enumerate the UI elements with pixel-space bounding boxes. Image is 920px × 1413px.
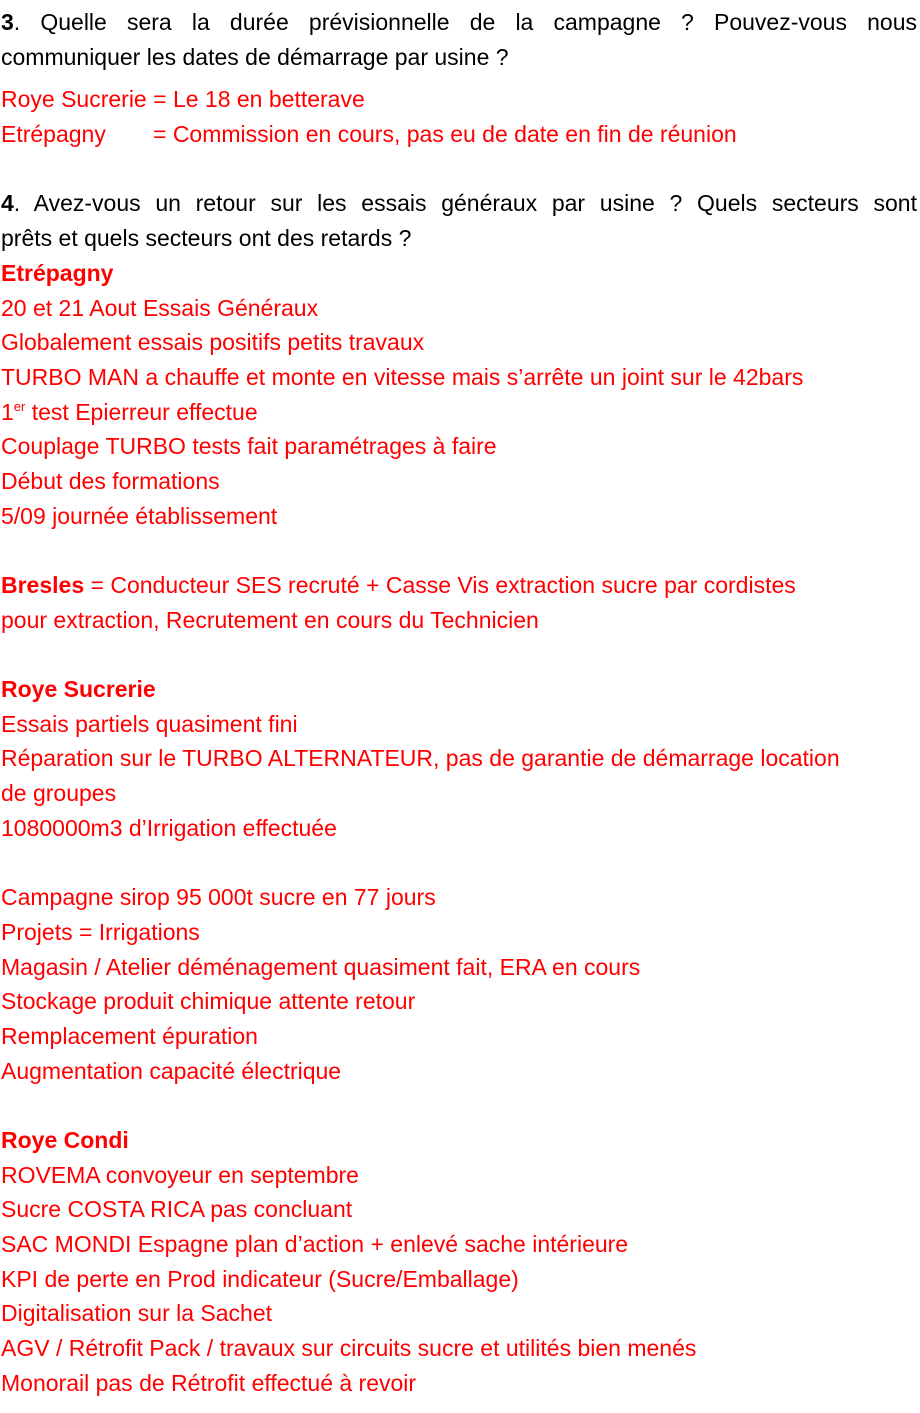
question-3-line-1 <box>1 5 917 40</box>
question-4-text-1: . Avez-vous un retour sur les essais généraux par usine ? Quels secteurs sont <box>13 190 917 217</box>
etrepagny-item: 5/09 journée établissement <box>1 502 278 529</box>
roye-sucrerie-item: Campagne sirop 95 000t sucre en 77 jours <box>1 884 436 911</box>
roye-condi-item: Sucre COSTA RICA pas concluant <box>1 1196 353 1223</box>
roye-sucrerie-item: de groupes <box>1 780 117 807</box>
etrepagny-item: Couplage TURBO tests fait paramétrages à faire <box>1 433 497 460</box>
roye-sucrerie-item: Augmentation capacité électrique <box>1 1057 342 1084</box>
epierreur-superscript: er <box>13 398 26 414</box>
roye-sucrerie-item: Réparation sur le TURBO ALTERNATEUR, pas de garantie de démarrage location <box>1 745 840 772</box>
etrepagny-item: TURBO MAN a chauffe et monte en vitesse mais s’arrête un joint sur le 42bars <box>1 363 804 390</box>
section-heading-bresles: Bresles <box>1 572 85 598</box>
bresles-text-1: = Conducteur SES recruté + Casse Vis extraction sucre par cordistes <box>84 572 796 598</box>
section-heading-roye-condi: Roye Condi <box>1 1127 129 1153</box>
answer-roye-sucrerie-date: Roye Sucrerie = Le 18 en betterave <box>1 86 365 113</box>
question-4-line-1 <box>1 186 917 221</box>
etrepagny-item-epierreur <box>1 395 920 430</box>
question-4-number: 4 <box>1 190 14 217</box>
roye-sucrerie-item: Projets = Irrigations <box>1 918 200 945</box>
roye-condi-item: Monorail pas de Rétrofit effectué à revoir <box>1 1369 417 1396</box>
question-3-number: 3 <box>1 9 14 35</box>
section-heading-roye-sucrerie: Roye Sucrerie <box>1 676 156 703</box>
etrepagny-item: 20 et 21 Aout Essais Généraux <box>1 294 319 321</box>
roye-condi-item: AGV / Rétrofit Pack / travaux sur circuits sucre et utilités bien menés <box>1 1335 697 1362</box>
answer-etrepagny-label: Etrépagny <box>1 121 106 148</box>
roye-sucrerie-item: Remplacement épuration <box>1 1022 258 1049</box>
answer-etrepagny-date <box>1 117 920 152</box>
question-3 <box>1 5 920 74</box>
etrepagny-item: Globalement essais positifs petits travaux <box>1 329 425 356</box>
bresles-line-1 <box>1 568 920 603</box>
etrepagny-item: Début des formations <box>1 467 220 494</box>
bresles-line-2: pour extraction, Recrutement en cours du Technicien <box>1 606 539 633</box>
question-4 <box>1 186 920 255</box>
question-3-line-2: communiquer les dates de démarrage par usine ? <box>1 43 509 70</box>
roye-condi-item: ROVEMA convoyeur en septembre <box>1 1161 359 1188</box>
question-3-text-1: . Quelle sera la durée prévisionnelle de la campagne ? Pouvez-vous nous <box>13 9 917 35</box>
roye-sucrerie-item: Essais partiels quasiment fini <box>1 710 298 737</box>
roye-condi-item: KPI de perte en Prod indicateur (Sucre/Emballage) <box>1 1265 519 1292</box>
epierreur-number: 1 <box>1 398 14 425</box>
question-4-line-2: prêts et quels secteurs ont des retards ? <box>1 225 412 252</box>
roye-sucrerie-item: 1080000m3 d’Irrigation effectuée <box>1 814 337 841</box>
answer-etrepagny-value: = Commission en cours, pas eu de date en fin de réunion <box>153 121 737 148</box>
roye-sucrerie-item: Magasin / Atelier déménagement quasiment fait, ERA en cours <box>1 953 641 980</box>
roye-condi-item: SAC MONDI Espagne plan d’action + enlevé sache intérieure <box>1 1231 629 1258</box>
roye-condi-item: Digitalisation sur la Sachet <box>1 1300 273 1327</box>
roye-sucrerie-item: Stockage produit chimique attente retour <box>1 988 416 1015</box>
epierreur-text: test Epierreur effectue <box>25 398 258 425</box>
section-heading-etrepagny: Etrépagny <box>1 259 114 286</box>
